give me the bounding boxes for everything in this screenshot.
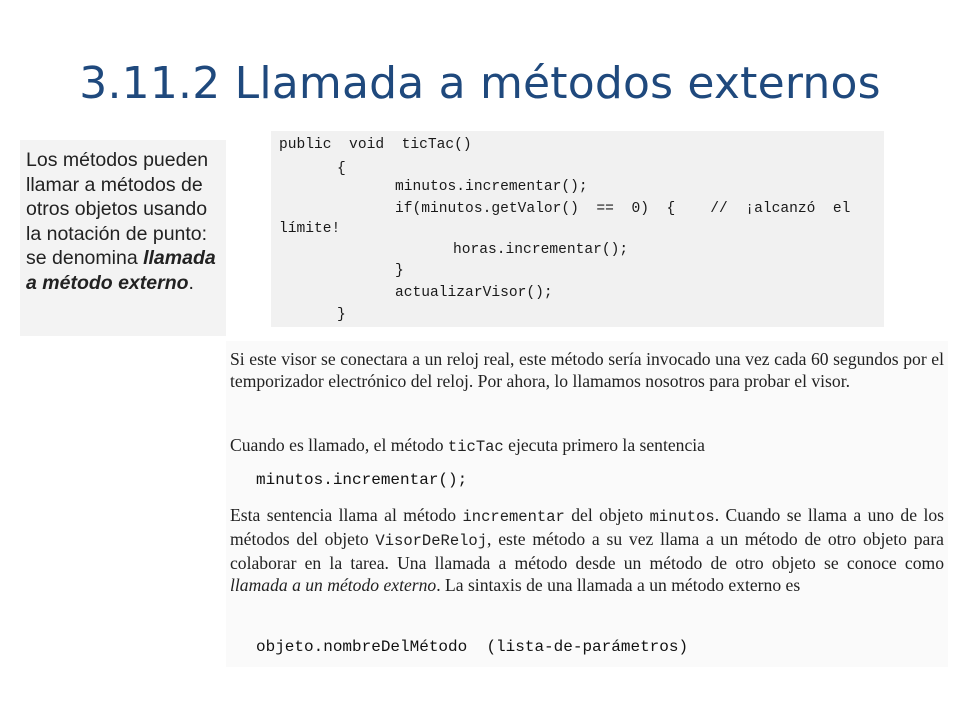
code-sample-1: minutos.incrementar();: [256, 471, 468, 489]
paragraph-1: Si este visor se conectara a un reloj real, este método sería invocado una vez cada 60 segundos por el temporizador electrónico del reloj. Por ahora, lo llamamos nosotros para probar el visor.: [230, 349, 944, 391]
paragraph-2-text: Cuando es llamado, el método: [230, 435, 448, 455]
book-excerpt: [226, 341, 948, 667]
slide-title: 3.11.2 Llamada a métodos externos: [79, 58, 881, 109]
code-line: límite!: [279, 221, 341, 237]
paragraph-2: [230, 434, 944, 458]
paragraph-3-text: , este método a su vez llama a un método de otro objeto para colaborar en la tarea. Una llamada a método desde un método de otro objeto se conoce como: [230, 529, 944, 573]
code-line: {: [337, 161, 346, 177]
paragraph-2-text: ejecuta primero la sentencia: [503, 435, 705, 455]
code-line: }: [337, 307, 346, 323]
side-note-text: Los métodos pueden llamar a métodos de otros objetos usando la notación de punto: se denomina: [26, 149, 209, 269]
code-line: minutos.incrementar();: [395, 179, 588, 195]
paragraph-3-text: del objeto: [564, 505, 650, 525]
paragraph-3-emphasis: llamada a un método externo: [230, 575, 437, 595]
inline-code: ticTac: [447, 438, 504, 456]
paragraph-3-text: Esta sentencia llama al método: [230, 505, 463, 525]
side-note-end: .: [188, 271, 194, 294]
paragraph-3: [230, 504, 944, 596]
inline-code: incrementar: [462, 508, 565, 526]
side-note-emphasis: llamada a método externo: [26, 247, 216, 294]
code-line: horas.incrementar();: [453, 242, 629, 258]
code-block: [271, 131, 884, 327]
code-line: actualizarVisor();: [395, 285, 553, 301]
code-line: if(minutos.getValor() == 0) { // ¡alcanzó el: [395, 201, 851, 217]
side-note: [20, 140, 226, 336]
code-line: public void ticTac(): [279, 137, 472, 153]
code-line: }: [395, 263, 404, 279]
paragraph-3-text: . Cuando se llama a uno de los métodos del objeto: [230, 505, 944, 549]
inline-code: VisorDeReloj: [375, 532, 488, 550]
code-sample-2: objeto.nombreDelMétodo (lista-de-parámetros): [256, 638, 689, 656]
paragraph-3-text: . La sintaxis de una llamada a un método externo es: [436, 575, 801, 595]
inline-code: minutos: [649, 508, 715, 526]
